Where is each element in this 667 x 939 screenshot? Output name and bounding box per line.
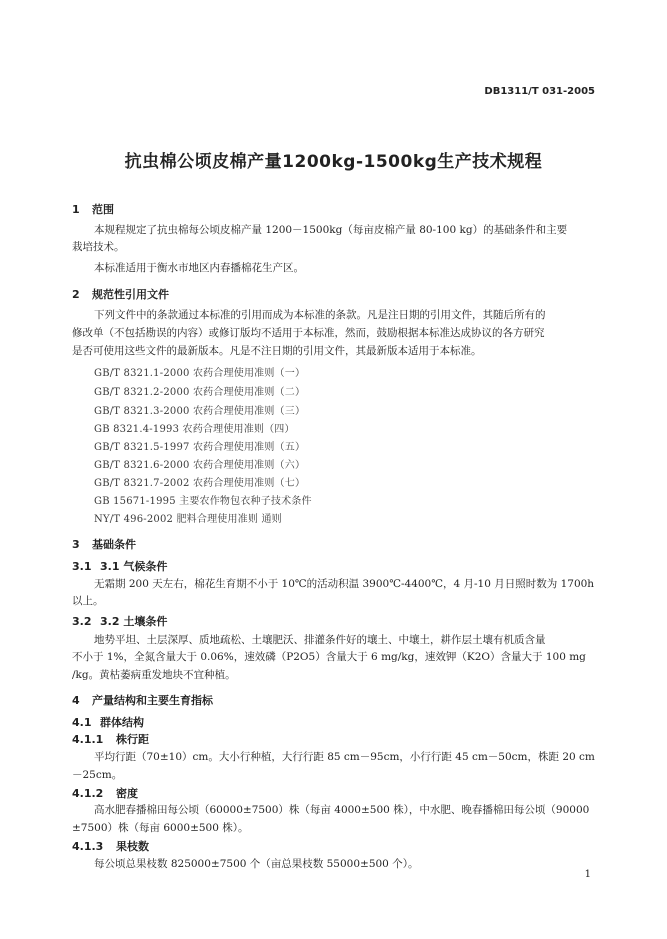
section-title: 基础条件 <box>92 538 136 551</box>
section-number: 3 <box>72 538 80 551</box>
section-2-heading <box>72 286 169 302</box>
paragraph-line: 不小于 1%，全氮含量大于 0.06%，速效磷（P2O5）含量大于 6 mg/kg，速效钾（K2O）含量大于 100 mg <box>72 651 586 663</box>
reference-item: GB/T 8321.3-2000 农药合理使用准则（三） <box>94 406 306 417</box>
subsection-number: 3.2 <box>72 615 92 628</box>
reference-item: GB/T 8321.7-2002 农药合理使用准则（七） <box>94 478 306 489</box>
section-title: 范围 <box>92 203 114 216</box>
subsection-number: 4.1 <box>72 716 92 729</box>
subsection-number: 3.1 <box>72 560 92 573</box>
paragraph-line: 本标准适用于衡水市地区内春播棉花生产区。 <box>94 262 304 274</box>
subsection-4-1-1-heading <box>72 731 149 747</box>
subsection-number: 4.1.1 <box>72 733 104 746</box>
subsection-number: 4.1.3 <box>72 840 104 853</box>
reference-item: GB/T 8321.2-2000 农药合理使用准则（二） <box>94 387 306 398</box>
subsection-title: 株行距 <box>116 733 149 746</box>
subsection-title: 密度 <box>116 787 138 800</box>
paragraph-line: 每公顷总果枝数 825000±7500 个（亩总果枝数 55000±500 个）。 <box>94 858 419 870</box>
paragraph-line: 下列文件中的条款通过本标准的引用而成为本标准的条款。凡是注日期的引用文件，其随后所有的 <box>94 309 546 321</box>
paragraph-line: ±7500）株（每亩 6000±500 株）。 <box>72 822 249 834</box>
section-3-heading <box>72 536 136 552</box>
subsection-4-1-heading <box>72 714 144 730</box>
section-title: 产量结构和主要生育指标 <box>92 694 213 707</box>
paragraph-line: 平均行距（70±10）cm。大小行种植，大行行距 85 cm－95cm，小行行距 45 cm－50cm，株距 20 cm <box>94 751 595 763</box>
subsection-title: 果枝数 <box>116 840 149 853</box>
subsection-title: 3.1 气候条件 <box>100 560 168 573</box>
subsection-4-1-3-heading <box>72 838 149 854</box>
reference-item: GB 15671-1995 主要农作物包衣种子技术条件 <box>94 496 312 507</box>
reference-item: GB 8321.4-1993 农药合理使用准则（四） <box>94 424 295 435</box>
section-4-heading <box>72 692 213 708</box>
standard-code: DB1311/T 031-2005 <box>484 86 595 97</box>
paragraph-line: 修改单（不包括勘误的内容）或修订版均不适用于本标准，然而，鼓励根据本标准达成协议的各方研究 <box>72 327 545 339</box>
subsection-4-1-2-heading <box>72 785 138 801</box>
reference-item: GB/T 8321.1-2000 农药合理使用准则（一） <box>94 368 306 379</box>
paragraph-line: /kg。黄枯萎病重发地块不宜种植。 <box>72 669 236 681</box>
paragraph-line: 本规程规定了抗虫棉每公顷皮棉产量 1200－1500kg（每亩皮棉产量 80-100 kg）的基础条件和主要 <box>94 224 568 236</box>
reference-item: GB/T 8321.6-2000 农药合理使用准则（六） <box>94 460 306 471</box>
subsection-3-2-heading <box>72 613 167 629</box>
section-number: 4 <box>72 694 80 707</box>
document-title: 抗虫棉公顷皮棉产量1200kg-1500kg生产技术规程 <box>124 152 543 172</box>
reference-item: NY/T 496-2002 肥料合理使用准则 通则 <box>94 514 282 525</box>
reference-item: GB/T 8321.5-1997 农药合理使用准则（五） <box>94 442 306 453</box>
section-number: 1 <box>72 203 80 216</box>
subsection-title: 群体结构 <box>100 716 144 729</box>
paragraph-line: 地势平坦、土层深厚、质地疏松、土壤肥沃、排灌条件好的壤土、中壤土，耕作层土壤有机质含量 <box>94 634 546 646</box>
section-1-heading <box>72 201 114 217</box>
section-number: 2 <box>72 288 80 301</box>
paragraph-line: 高水肥春播棉田每公顷（60000±7500）株（每亩 4000±500 株），中水肥、晚春播棉田每公顷（90000 <box>94 804 590 816</box>
subsection-3-1-heading <box>72 558 167 574</box>
page-number: 1 <box>584 869 591 880</box>
paragraph-line: －25cm。 <box>72 769 123 781</box>
paragraph-line: 无霜期 200 天左右，棉花生育期不小于 10℃的活动积温 3900℃-4400℃，4 月-10 月日照时数为 1700h <box>94 578 595 590</box>
section-title: 规范性引用文件 <box>92 288 169 301</box>
paragraph-line: 是否可使用这些文件的最新版本。凡是不注日期的引用文件，其最新版本适用于本标准。 <box>72 345 482 357</box>
paragraph-line: 栽培技术。 <box>72 241 125 253</box>
subsection-number: 4.1.2 <box>72 787 104 800</box>
subsection-title: 3.2 土壤条件 <box>100 615 168 628</box>
paragraph-line: 以上。 <box>72 595 104 607</box>
